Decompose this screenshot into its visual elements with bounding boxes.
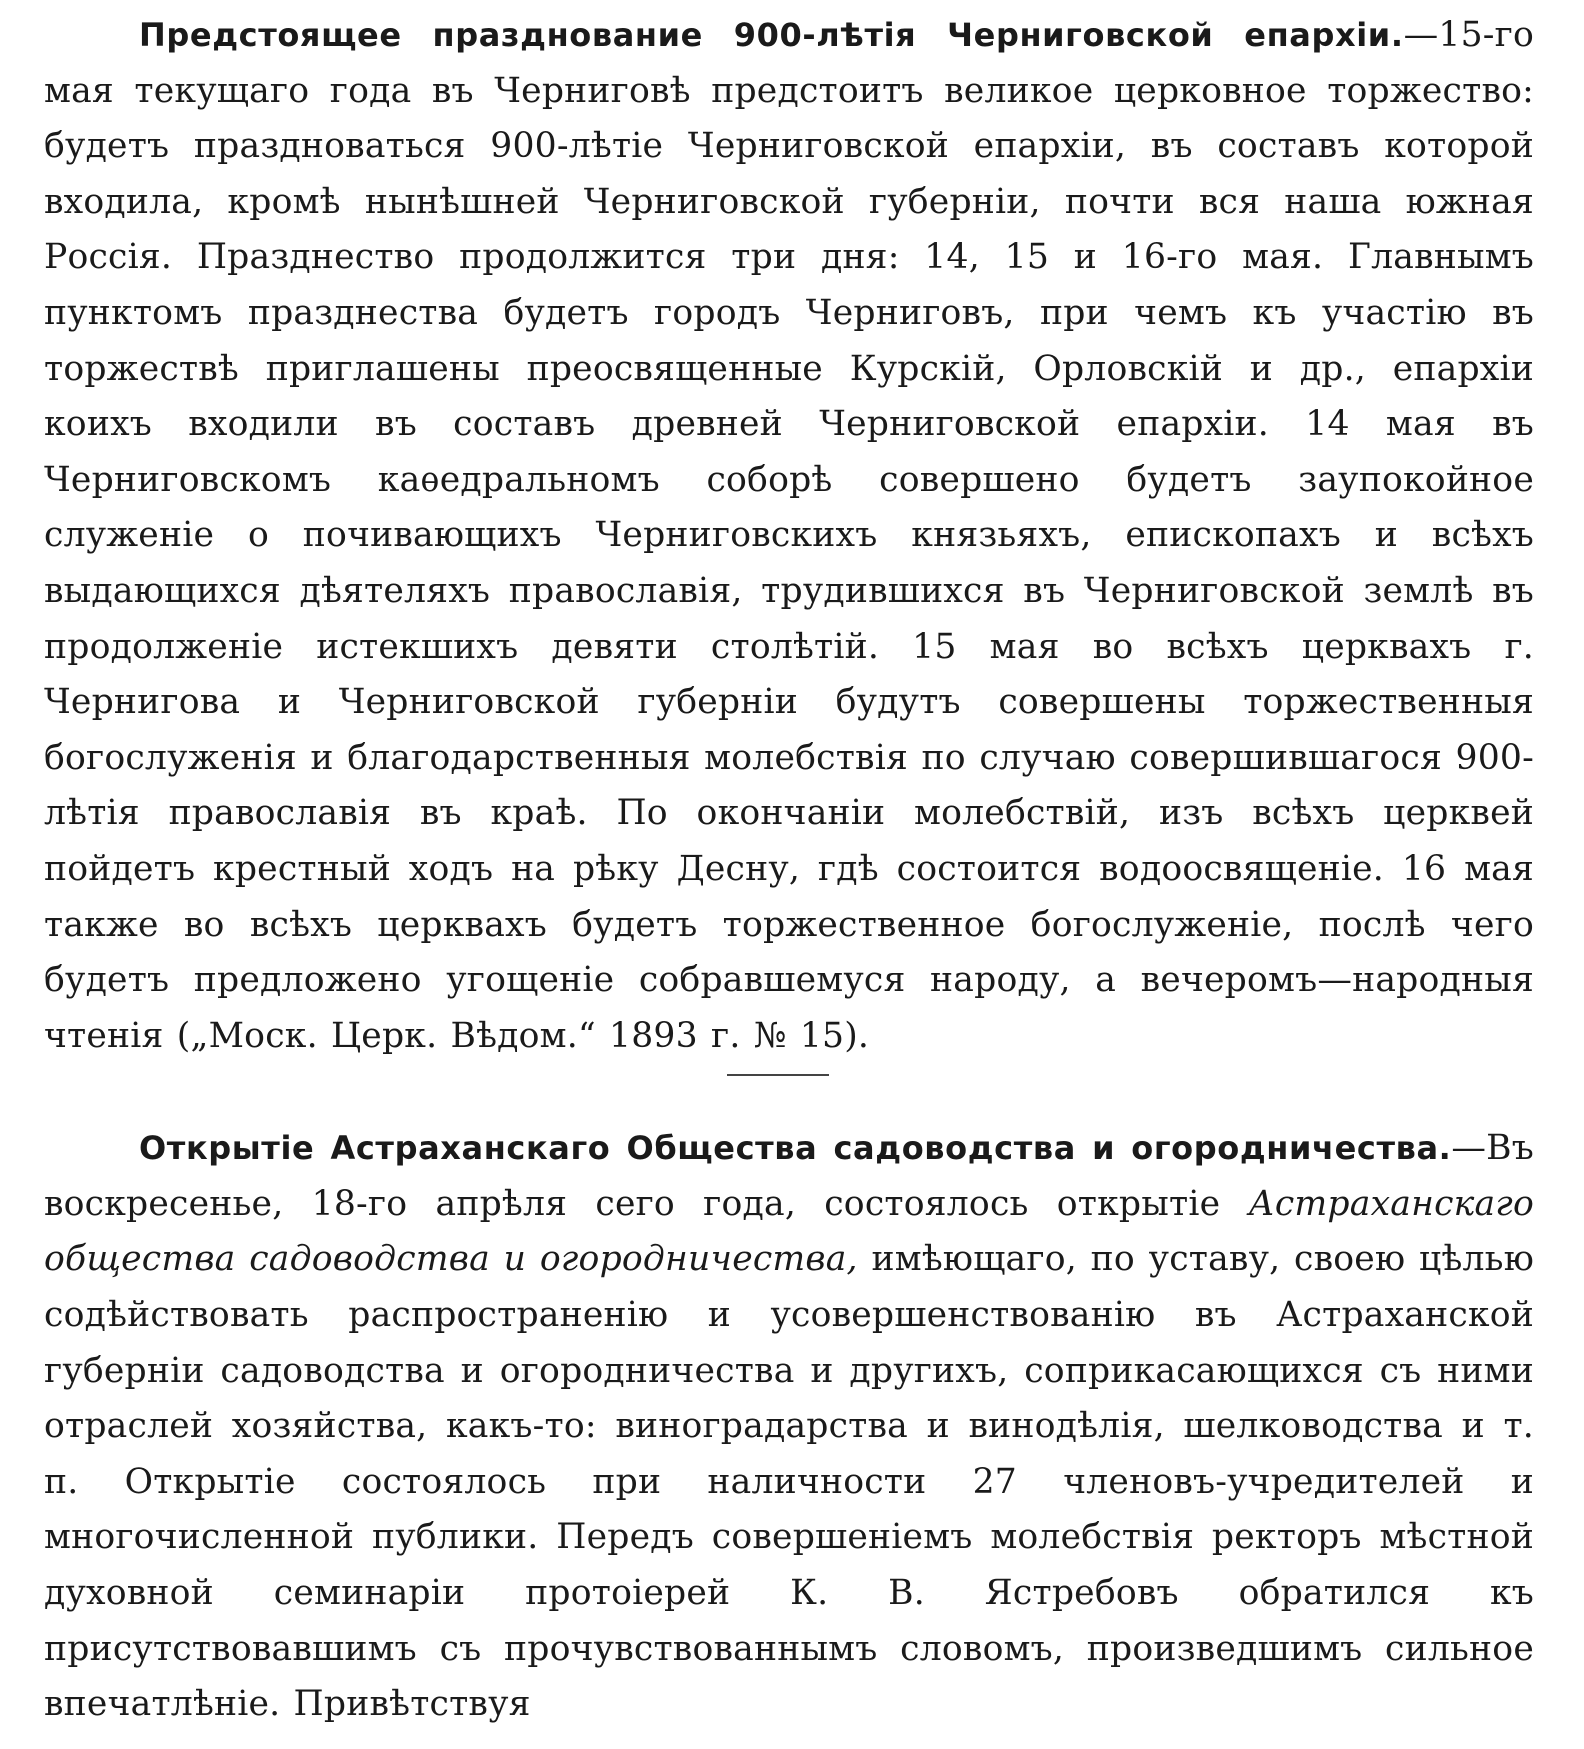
society-name-italic: Астраханскаго общества садоводства и огородничества, — [44, 1183, 1534, 1280]
article-paragraph — [44, 8, 1534, 1064]
article-chernigov-eparchy — [44, 8, 1534, 1064]
article-body-end: имѣющаго, по уставу, своею цѣлью содѣйствовать распространенію и усовершенствованію въ Астраханской губерніи садоводства и огородничества и другихъ, соприкасающихся съ ними отраслей хозяйства, какъ-то: виноградарства и винодѣлія, шелководства и т. п. Открытіе состоялось при наличности 27 членовъ-учредителей и многочисленной публики. Передъ совершеніемъ молебствія ректоръ мѣстной духовной семинаріи протоіерей К. В. Ястребовъ обратился къ присутствовавшимъ съ прочувствованнымъ словомъ, произведшимъ сильное впечатлѣніе. Привѣтствуя — [44, 1239, 1535, 1725]
document-page — [44, 8, 1534, 1733]
article-body-start: —Въ воскресенье, 18-го апрѣля сего года, состоялось открытіе — [44, 1128, 1534, 1224]
article-separator — [727, 1074, 829, 1076]
article-headline: Предстоящее празднование 900-лѣтія Черниговской епархіи. — [139, 16, 1404, 54]
article-headline: Открытіе Астраханскаго Общества садоводства и огородничества. — [139, 1129, 1452, 1168]
article-paragraph — [44, 1121, 1534, 1733]
article-body: —15-го мая текущаго года въ Черниговѣ предстоитъ великое церковное торжество: будетъ праздноваться 900-лѣтіе Черниговской епархіи, въ составъ которой входила, кромѣ нынѣшней Черниговской губерніи, почти вся наша южная Россія. Празднество продолжится три дня: 14, 15 и 16-го мая. Главнымъ пунктомъ празднества будетъ городъ Черниговъ, при чемъ къ участію въ торжествѣ приглашены преосвященные Курскій, Орловскій и др., епархіи коихъ входили въ составъ древней Черниговской епархіи. 14 мая въ Черниговскомъ каѳедральномъ соборѣ совершено будетъ заупокойное служеніе о почивающихъ Черниговскихъ князьяхъ, епископахъ и всѣхъ выдающихся дѣятеляхъ православія, трудившихся въ Черниговской землѣ въ продолженіе истекшихъ девяти столѣтій. 15 мая во всѣхъ церквахъ г. Чернигова и Черниговской губерніи будутъ совершены торжественныя богослуженія и благодарственныя молебствія по случаю совершившагося 900-лѣтія православія въ краѣ. По окончаніи молебствій, изъ всѣхъ церквей пойдетъ крестный ходъ на рѣку Десну, гдѣ состоится водоосвященіе. 16 мая также во всѣхъ церквахъ будетъ торжественное богослуженіе, послѣ чего будетъ предложено угощеніе собравшемуся народу, а вечеромъ—народныя чтенія („Моск. Церк. Вѣдом.“ 1893 г. № 15). — [44, 15, 1534, 1056]
article-astrakhan-society — [44, 1121, 1534, 1733]
